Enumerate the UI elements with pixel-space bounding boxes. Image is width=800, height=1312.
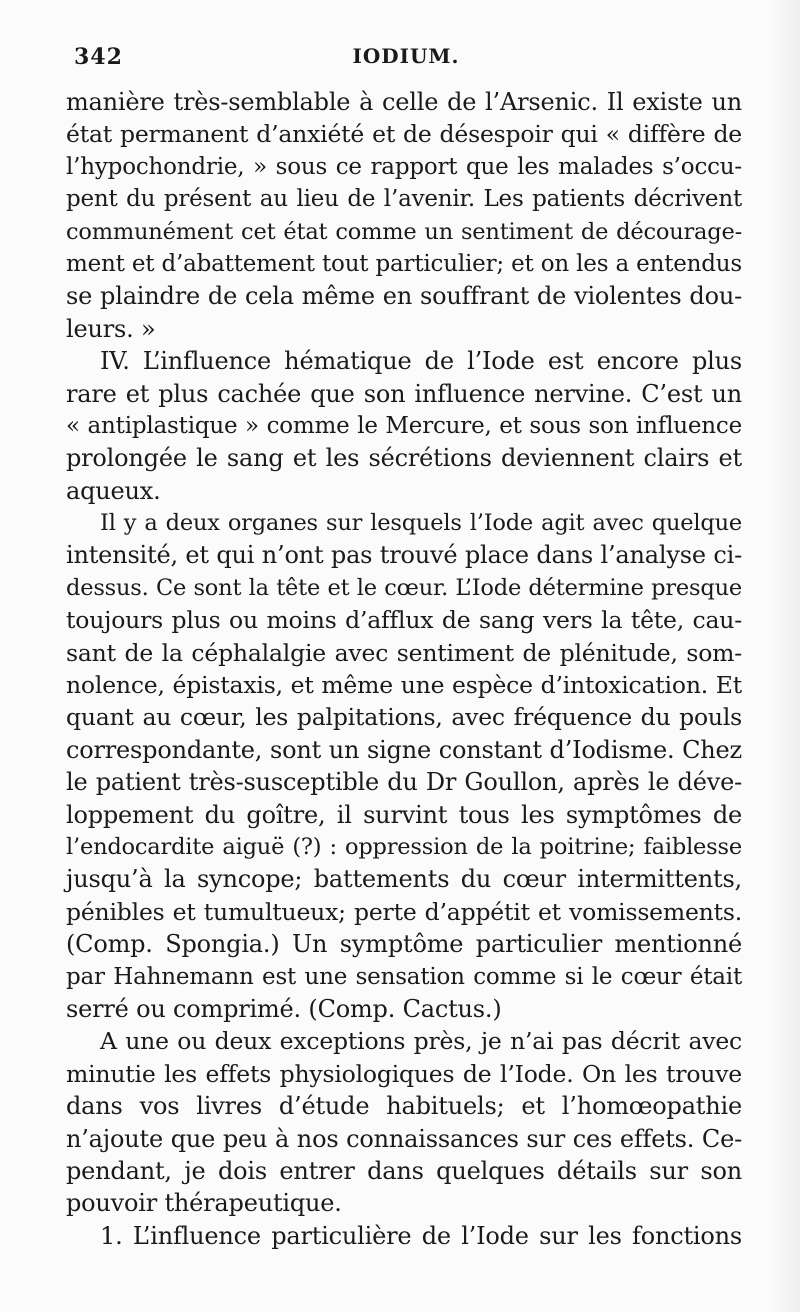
text-line: 1. L’influence particulière de l’Iode sur les fonctions <box>100 1221 742 1250</box>
text-line: dans vos livres d’étude habituels; et l’homœopathie <box>66 1092 742 1121</box>
text-line: l’hypochondrie, » sous ce rapport que les malades s’occu- <box>66 153 742 180</box>
text-line: pendant, je dois entrer dans quelques détails sur son <box>66 1156 742 1185</box>
text-line: correspondante, sont un signe constant d’Iodisme. Chez <box>66 735 742 764</box>
text-line: « antiplastique » comme le Mercure, et sous son influence <box>66 412 742 439</box>
text-line: toujours plus ou moins d’afflux de sang vers la tête, cau- <box>66 606 742 635</box>
text-line: pouvoir thérapeutique. <box>66 1189 342 1218</box>
text-line: se plaindre de cela même en souffrant de violentes dou- <box>66 282 742 311</box>
text-line: loppement du goître, il survint tous les symptômes de <box>66 800 742 829</box>
text-line: minutie les effets physiologiques de l’Iode. On les trouve <box>66 1059 742 1088</box>
text-line: sant de la céphalalgie avec sentiment de plénitude, som- <box>66 638 742 667</box>
text-line: pénibles et tumultueux; perte d’appétit et vomissements. <box>66 897 742 926</box>
text-line: (Comp. Spongia.) Un symptôme particulier mentionné <box>66 930 742 959</box>
text-line: ment et d’abattement tout particulier; et on les a entendus <box>66 250 742 277</box>
body-text <box>66 86 742 1252</box>
text-line: communément cet état comme un sentiment de décourage- <box>66 218 742 245</box>
text-line: dessus. Ce sont la tête et le cœur. L’Iode détermine presque <box>66 574 742 601</box>
page-header <box>74 44 738 78</box>
running-head: IODIUM. <box>352 44 460 68</box>
text-line: rare et plus cachée que son influence nervine. C’est un <box>66 379 742 408</box>
text-line: état permanent d’anxiété et de désespoir qui « diffère de <box>66 120 742 149</box>
text-line: leurs. » <box>66 314 156 343</box>
page-number: 342 <box>74 44 123 70</box>
text-line: serré ou comprimé. (Comp. Cactus.) <box>66 994 502 1023</box>
text-line: intensité, et qui n’ont pas trouvé place dans l’analyse ci- <box>66 541 742 570</box>
text-line: aqueux. <box>66 476 161 505</box>
text-line: par Hahnemann est une sensation comme si le cœur était <box>66 963 742 990</box>
text-line: le patient très-susceptible du Dr Goullon, après le déve- <box>66 768 742 797</box>
text-line: n’ajoute que peu à nos connaissances sur ces effets. Ce- <box>66 1124 742 1153</box>
text-line: jusqu’à la syncope; battements du cœur intermittents, <box>66 865 742 894</box>
text-line: manière très-semblable à celle de l’Arsenic. Il existe un <box>66 88 742 116</box>
text-line: quant au cœur, les palpitations, avec fréquence du pouls <box>66 703 742 732</box>
page-edge-shadow <box>770 0 800 1312</box>
text-line: IV. L’influence hématique de l’Iode est encore plus <box>100 347 742 376</box>
text-line: pent du présent au lieu de l’avenir. Les patients décrivent <box>66 186 742 213</box>
text-line: nolence, épistaxis, et même une espèce d’intoxication. Et <box>66 671 742 700</box>
text-line: l’endocardite aiguë (?) : oppression de la poitrine; faiblesse <box>66 833 742 860</box>
text-line: prolongée le sang et les sécrétions deviennent clairs et <box>66 444 742 473</box>
text-line: Il y a deux organes sur lesquels l’Iode agit avec quelque <box>100 510 742 537</box>
text-line: A une ou deux exceptions près, je n’ai pas décrit avec <box>100 1027 742 1056</box>
